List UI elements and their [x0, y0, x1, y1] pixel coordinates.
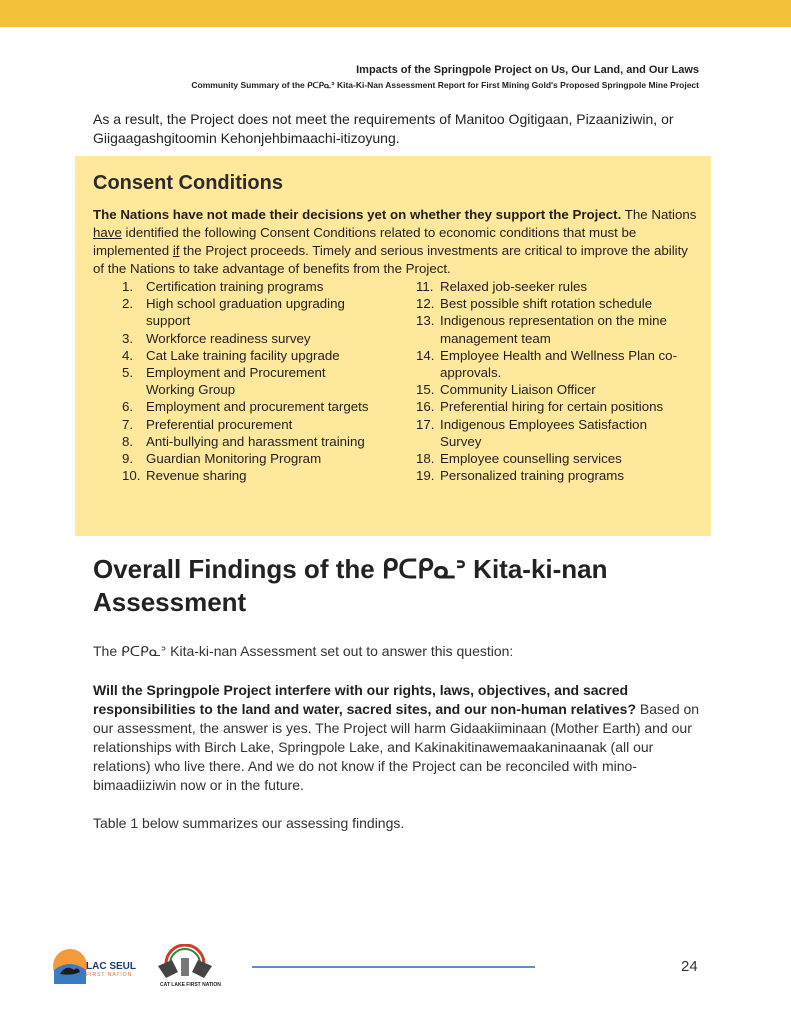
findings-heading: Overall Findings of the ᑭᑕᑭᓇᐣ Kita-ki-nan Assessment [93, 554, 608, 617]
cat-lake-emblem-icon [152, 944, 218, 984]
consent-text-part: The Nations [621, 207, 697, 222]
list-label: Employment and Procurement Working Group [146, 365, 326, 398]
running-header-title: Impacts of the Springpole Project on Us, Our Land, and Our Laws [356, 64, 699, 76]
table-note: Table 1 below summarizes our assessing findings. [93, 815, 405, 831]
list-number: 19. [416, 468, 435, 484]
list-label: Workforce readiness survey [146, 330, 311, 346]
footer-rule [252, 966, 535, 968]
list-item [416, 416, 686, 450]
list-item [122, 347, 372, 364]
list-item [122, 278, 372, 295]
list-label: Preferential hiring for certain positions [440, 399, 664, 415]
consent-list-left [122, 278, 372, 484]
consent-bold-lead: The Nations have not made their decisions yet on whether they support the Project. [93, 207, 622, 222]
list-item [122, 433, 372, 450]
list-item [122, 398, 372, 415]
list-number: 12. [416, 296, 435, 312]
consent-text-part: the Project proceeds. Timely and serious investments are critical to improve the ability of the Nations to take advantage of benefits from the Project. [93, 243, 688, 276]
list-number: 1. [122, 279, 134, 294]
list-item [416, 295, 686, 312]
cat-lake-name: CAT LAKE FIRST NATION [160, 982, 221, 988]
list-label: Employee Health and Wellness Plan co-approvals. [440, 347, 678, 381]
list-label: Community Liaison Officer [440, 382, 596, 398]
list-item [416, 347, 686, 381]
top-color-bar [0, 0, 791, 27]
list-number: 5. [122, 365, 134, 381]
list-item [416, 278, 686, 295]
list-label: Guardian Monitoring Program [146, 451, 322, 467]
list-number: 10. [122, 468, 141, 484]
list-label: Indigenous representation on the mine management team [440, 313, 667, 346]
list-number: 14. [416, 347, 435, 363]
list-item [122, 450, 372, 467]
list-label: Personalized training programs [440, 468, 625, 484]
assessment-question: Will the Springpole Project interfere with our rights, laws, objectives, and sacred responsibilities to the land and water, sacred sites, and our non-human relatives? [93, 682, 637, 717]
list-item [416, 312, 686, 346]
list-label: Relaxed job-seeker rules [440, 279, 588, 294]
list-number: 9. [122, 451, 134, 467]
list-item [416, 450, 686, 467]
list-number: 13. [416, 313, 435, 329]
list-item [122, 364, 372, 398]
list-item [416, 398, 686, 415]
list-item [122, 416, 372, 433]
list-item [416, 467, 686, 484]
cat-lake-logo [152, 944, 218, 984]
lac-seul-name: LAC SEUL [86, 961, 136, 972]
list-label: Anti-bullying and harassment training [146, 433, 365, 449]
assessment-answer: Based on our assessment, the answer is yes. The Project will harm Gidaakiiminaan (Mother Earth) and our relationships with Birch Lake, Springpole Lake, and Kakinakitinawemaakaninaanak (all our relations) who live there. And we do not know if the Project can be reconciled with mino-bimaadiiziwin now or in the future. [93, 701, 700, 793]
list-label: Employee counselling services [440, 451, 622, 467]
list-number: 8. [122, 433, 134, 449]
page-number: 24 [681, 958, 698, 975]
running-header-subtitle: Community Summary of the ᑭᑕᑭᓇᐣ Kita-Ki-Nan Assessment Report for First Mining Gold's Proposed Springpole Mine Project [191, 80, 699, 90]
list-label: Preferential procurement [146, 416, 293, 432]
consent-underline-if: if [172, 243, 180, 258]
list-label: Best possible shift rotation schedule [440, 296, 653, 312]
list-label: High school graduation upgrading support [146, 296, 345, 329]
list-number: 16. [416, 399, 435, 415]
list-number: 17. [416, 416, 435, 432]
list-label: Employment and procurement targets [146, 399, 369, 415]
list-label: Certification training programs [146, 279, 324, 294]
intro-paragraph: As a result, the Project does not meet the requirements of Manitoo Ogitigaan, Pizaaniziwin, or Giigaagashgitoomin Kehonjehbimaachi-itizoyung. [93, 111, 674, 146]
list-number: 15. [416, 382, 435, 398]
question-intro: The ᑭᑕᑭᓇᐣ Kita-ki-nan Assessment set out to answer this question: [93, 643, 514, 659]
consent-conditions-heading: Consent Conditions [93, 172, 283, 194]
list-item [122, 330, 372, 347]
list-number: 4. [122, 347, 134, 363]
list-item [122, 467, 372, 484]
consent-list-right [416, 278, 686, 484]
question-and-answer [93, 681, 713, 795]
list-number: 3. [122, 330, 134, 346]
consent-text-part: identified the following Consent Conditions related to economic conditions that must be implemented [93, 225, 637, 258]
consent-conditions-text [93, 206, 698, 278]
list-item [416, 381, 686, 398]
lac-seul-subtitle: FIRST NATION [86, 972, 133, 978]
list-number: 6. [122, 399, 134, 415]
list-label: Revenue sharing [146, 468, 247, 484]
list-number: 7. [122, 416, 134, 432]
list-label: Cat Lake training facility upgrade [146, 347, 340, 363]
consent-underline-have: have [93, 225, 122, 240]
list-number: 2. [122, 296, 134, 312]
list-label: Indigenous Employees Satisfaction Survey [440, 416, 647, 449]
list-number: 18. [416, 451, 435, 467]
list-number: 11. [416, 279, 434, 294]
list-item [122, 295, 372, 329]
